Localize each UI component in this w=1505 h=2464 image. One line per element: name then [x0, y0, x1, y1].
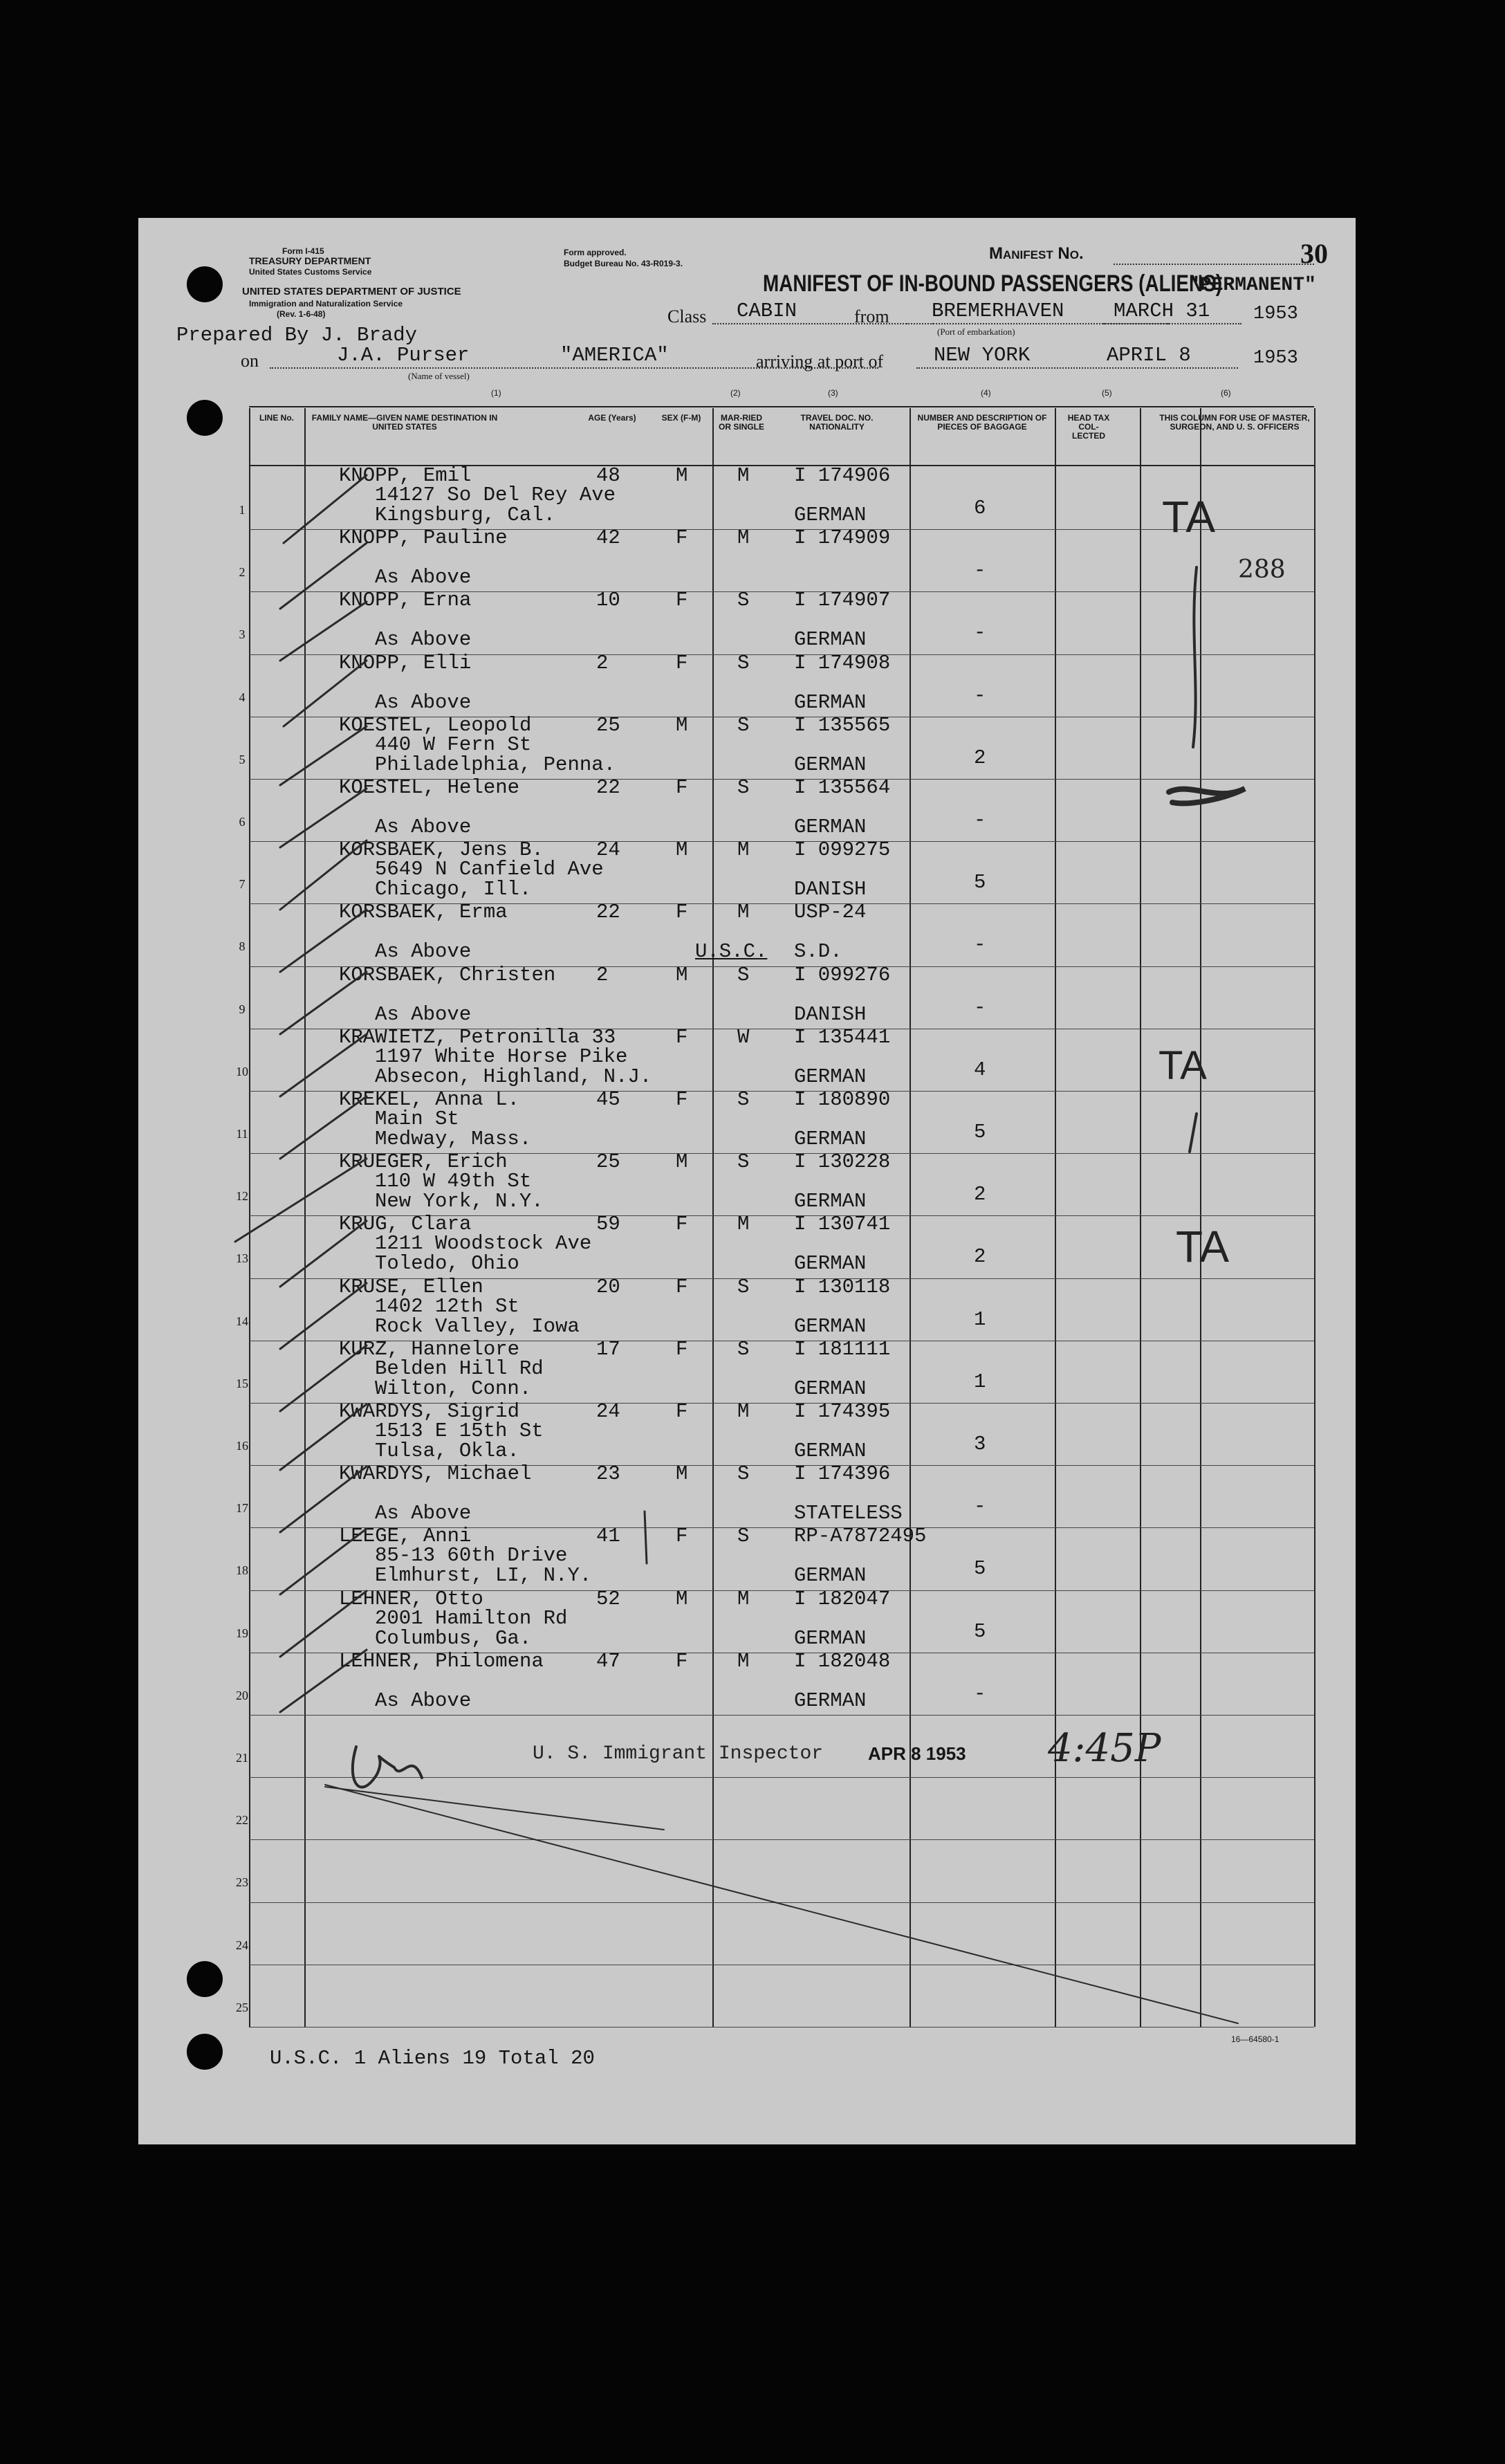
row-line-number: 15 [236, 1376, 248, 1390]
departure-date: MARCH 31 [1114, 300, 1210, 322]
passenger-age: 24 [596, 838, 620, 862]
arriving-label: arriving at port of [756, 351, 884, 371]
travel-doc-number: I 174396 [794, 1462, 891, 1486]
nationality: GERMAN [794, 1190, 867, 1213]
annotation-ta-2: TA [1158, 1043, 1207, 1088]
travel-doc-number: I 099275 [794, 838, 891, 862]
row-divider [249, 1839, 1314, 1840]
nationality: S.D. [794, 940, 842, 964]
on-label: on [241, 351, 259, 371]
col-header-line-no: LINE No. [259, 413, 294, 423]
passenger-sex: M [676, 1462, 688, 1486]
row-line-number: 21 [236, 1751, 248, 1765]
travel-doc-number: I 130118 [794, 1275, 891, 1298]
row-divider [249, 1902, 1314, 1903]
passenger-age: 47 [596, 1649, 620, 1673]
nationality: GERMAN [794, 1689, 867, 1712]
travel-doc-number: I 174395 [794, 1400, 891, 1423]
passenger-name: KWARDYS, Michael [339, 1462, 532, 1486]
travel-doc-number: I 135441 [794, 1025, 891, 1049]
destination-street: 5649 N Canfield Ave [375, 858, 604, 881]
nationality: GERMAN [794, 628, 867, 652]
row-line-number: 6 [239, 815, 246, 829]
marital-status: S [737, 651, 750, 674]
destination-city: Kingsburg, Cal. [375, 504, 556, 526]
passenger-name: KOESTEL, Helene [339, 776, 520, 799]
marital-status: M [737, 1213, 750, 1236]
col-header-head-tax: HEAD TAX COL-LECTED [1067, 413, 1110, 441]
travel-doc-number: I 135564 [794, 776, 891, 799]
travel-doc-number: I 099276 [794, 963, 891, 986]
col-header-travel-doc: TRAVEL DOC. NO. NATIONALITY [800, 413, 874, 432]
travel-doc-number: I 181111 [794, 1337, 891, 1361]
baggage-count: - [974, 809, 986, 831]
marital-status: S [737, 776, 750, 799]
baggage-count: 3 [974, 1433, 986, 1455]
baggage-count: 2 [974, 1245, 986, 1269]
destination-city: As Above [375, 690, 472, 714]
marital-status: S [737, 1275, 750, 1298]
travel-doc-number: I 182047 [794, 1587, 891, 1610]
binder-hole-1 [187, 266, 223, 302]
nationality: GERMAN [794, 753, 867, 776]
inspection-time: 4:45P [1048, 1726, 1161, 1771]
col-num-4: (4) [981, 388, 991, 398]
col-header-baggage: NUMBER AND DESCRIPTION OF PIECES OF BAGGAGE [917, 413, 1047, 432]
nationality: STATELESS [794, 1502, 903, 1525]
passenger-age: 25 [596, 713, 620, 737]
binder-hole-3 [187, 1961, 223, 1997]
row-line-number: 19 [236, 1626, 248, 1640]
baggage-count: 5 [974, 1121, 986, 1143]
arrival-year: 1953 [1253, 348, 1298, 369]
passenger-name: KORSBAEK, Erma [339, 901, 508, 924]
marital-status: M [737, 464, 750, 487]
passenger-name: KRAWIETZ, Petronilla 33 [339, 1025, 616, 1049]
manifest-no-label: Manifest No. [989, 244, 1084, 263]
passenger-age: 52 [596, 1587, 620, 1610]
marital-status: S [737, 1150, 750, 1174]
passenger-name: KRUG, Clara [339, 1213, 472, 1236]
passenger-age: 20 [596, 1275, 620, 1298]
class-label: Class [667, 306, 707, 327]
destination-city: As Above [375, 1689, 472, 1712]
marital-status: M [737, 901, 750, 924]
baggage-count: 1 [974, 1370, 986, 1393]
nationality: GERMAN [794, 1065, 867, 1088]
purser: J.A. Purser [337, 344, 470, 367]
baggage-count: - [974, 621, 986, 645]
travel-doc-number: RP-A7872495 [794, 1525, 927, 1548]
nationality: GERMAN [794, 1626, 867, 1650]
passenger-name: KORSBAEK, Christen [339, 963, 556, 986]
destination-city: As Above [375, 1502, 472, 1525]
passenger-name: KORSBAEK, Jens B. [339, 838, 544, 862]
prepared-by: Prepared By J. Brady [176, 324, 418, 347]
marital-status: S [737, 1337, 750, 1361]
passenger-sex: F [676, 1025, 688, 1049]
destination-street: Main St [375, 1107, 459, 1130]
destination-street: 1197 White Horse Pike [375, 1045, 628, 1068]
marital-status: M [737, 526, 750, 550]
passenger-name: KOESTEL, Leopold [339, 713, 532, 737]
destination-city: Wilton, Conn. [375, 1377, 532, 1400]
destination-city: Tulsa, Okla. [375, 1440, 519, 1462]
passenger-sex: M [676, 838, 688, 862]
passenger-sex: F [676, 1649, 688, 1673]
destination-street: 2001 Hamilton Rd [375, 1606, 568, 1630]
row-line-number: 8 [239, 939, 246, 954]
passenger-age: 24 [596, 1400, 620, 1423]
ins-service: Immigration and Naturalization Service [249, 299, 403, 309]
col-header-sex: SEX (F-M) [661, 413, 701, 423]
col-num-6: (6) [1221, 388, 1231, 398]
travel-doc-number: I 130741 [794, 1213, 891, 1236]
col-num-5: (5) [1102, 388, 1112, 398]
port-of-embarkation: BREMERHAVEN [932, 300, 1064, 322]
row-line-number: 17 [236, 1501, 248, 1516]
row-divider [249, 1777, 1314, 1778]
passenger-sex: F [676, 1400, 688, 1423]
passenger-age: 22 [596, 901, 620, 924]
destination-city: As Above [375, 1002, 472, 1026]
destination-street: 1211 Woodstock Ave [375, 1232, 592, 1256]
inspector-stamp: U. S. Immigrant Inspector [533, 1743, 824, 1765]
passenger-age: 25 [596, 1150, 620, 1174]
passenger-sex: M [676, 963, 688, 986]
row-line-number: 13 [236, 1251, 248, 1266]
passenger-age: 2 [596, 651, 609, 674]
form-number: Form I-415 [282, 246, 324, 256]
inspector-stamp-date: APR 8 1953 [868, 1743, 966, 1764]
travel-doc-number: I 174907 [794, 589, 891, 612]
nationality: GERMAN [794, 1440, 867, 1462]
row-line-number: 1 [239, 503, 246, 517]
passenger-age: 10 [596, 589, 620, 612]
marital-status: S [737, 589, 750, 612]
passenger-sex: F [676, 1525, 688, 1548]
passenger-name: KNOPP, Pauline [339, 526, 508, 550]
treasury-dept: TREASURY DEPARTMENT [249, 255, 371, 266]
marital-status: M [737, 838, 750, 862]
destination-street: Belden Hill Rd [375, 1357, 544, 1380]
passenger-age: 42 [596, 526, 620, 550]
passenger-name: LEEGE, Anni [339, 1525, 472, 1548]
passenger-age: 41 [596, 1525, 620, 1548]
passenger-sex: F [676, 651, 688, 674]
col-header-married: MAR-RIED OR SINGLE [718, 413, 764, 432]
travel-doc-number: I 174909 [794, 526, 891, 550]
row-line-number: 5 [239, 752, 246, 766]
binder-hole-2 [187, 400, 223, 436]
travel-doc-number: I 182048 [794, 1649, 891, 1673]
baggage-count: - [974, 1682, 986, 1705]
baggage-count: 2 [974, 1183, 986, 1206]
row-line-number: 18 [236, 1563, 248, 1578]
travel-doc-number: I 180890 [794, 1088, 891, 1111]
destination-city: As Above [375, 816, 472, 838]
form-revision: (Rev. 1-6-48) [277, 309, 326, 319]
baggage-count: - [974, 559, 986, 582]
passenger-name: KREKEL, Anna L. [339, 1088, 520, 1111]
passenger-name: KRUEGER, Erich [339, 1150, 508, 1174]
marital-status: S [737, 1525, 750, 1548]
destination-city: Columbus, Ga. [375, 1626, 532, 1650]
passenger-age: 48 [596, 464, 620, 487]
travel-doc-number: I 174908 [794, 651, 891, 674]
from-label: from [854, 306, 889, 327]
col-header-name: FAMILY NAME—GIVEN NAME DESTINATION IN UNITED STATES [311, 413, 498, 432]
customs-service: United States Customs Service [249, 267, 372, 277]
binder-hole-4 [187, 2034, 223, 2070]
baggage-count: - [974, 995, 986, 1019]
row-divider [249, 1715, 1314, 1716]
nationality: GERMAN [794, 1564, 867, 1588]
marital-status: S [737, 1462, 750, 1486]
row-line-number: 23 [236, 1875, 248, 1890]
destination-street: 440 W Fern St [375, 733, 532, 756]
row-divider [249, 2027, 1314, 2028]
row-line-number: 2 [239, 565, 246, 580]
destination-city: New York, N.Y. [375, 1190, 544, 1213]
col-num-3: (3) [828, 388, 838, 398]
row-line-number: 20 [236, 1688, 248, 1702]
marital-status: S [737, 713, 750, 737]
destination-city: Elmhurst, LI, N.Y. [375, 1564, 592, 1588]
passenger-sex: F [676, 589, 688, 612]
destination-city: As Above [375, 566, 472, 589]
baggage-count: - [974, 933, 986, 957]
nationality: GERMAN [794, 1377, 867, 1400]
baggage-count: 5 [974, 1619, 986, 1643]
nationality: GERMAN [794, 1128, 867, 1150]
passenger-sex: F [676, 901, 688, 924]
passenger-age: 59 [596, 1213, 620, 1236]
arrival-date: APRIL 8 [1107, 344, 1191, 367]
annotation-ta-3: TA [1176, 1222, 1230, 1271]
budget-bureau: Budget Bureau No. 43-R019-3. [564, 259, 683, 268]
destination-city: Absecon, Highland, N.J. [375, 1065, 652, 1088]
col-num-2: (2) [730, 388, 741, 398]
destination-street: 110 W 49th St [375, 1170, 532, 1193]
passenger-name: KURZ, Hannelore [339, 1337, 520, 1361]
passenger-name: LEHNER, Otto [339, 1587, 483, 1610]
nationality: GERMAN [794, 504, 867, 526]
passenger-name: KNOPP, Elli [339, 651, 472, 674]
class-value: CABIN [737, 300, 797, 322]
passenger-sex: F [676, 1213, 688, 1236]
passenger-sex: M [676, 713, 688, 737]
departure-year: 1953 [1253, 304, 1298, 324]
passenger-sex: F [676, 526, 688, 550]
passenger-name: LEHNER, Philomena [339, 1649, 544, 1673]
row-line-number: 16 [236, 1439, 248, 1453]
col-num-1: (1) [491, 388, 501, 398]
manifest-number: 30 [1300, 238, 1328, 269]
form-approved: Form approved. [564, 248, 627, 257]
col-header-officers: THIS COLUMN FOR USE OF MASTER, SURGEON, AND U. S. OFFICERS [1159, 413, 1310, 432]
marital-status: M [737, 1649, 750, 1673]
passenger-name: KNOPP, Emil [339, 464, 472, 487]
destination-street: 1402 12th St [375, 1294, 519, 1318]
destination-city: Chicago, Ill. [375, 878, 532, 901]
row-line-number: 22 [236, 1813, 248, 1828]
footer-code: 16—64580-1 [1231, 2034, 1280, 2044]
passenger-name: KWARDYS, Sigrid [339, 1400, 520, 1423]
destination-city: Rock Valley, Iowa [375, 1314, 580, 1338]
col-header-age: AGE (Years) [588, 413, 636, 423]
justice-dept: UNITED STATES DEPARTMENT OF JUSTICE [242, 286, 461, 297]
nationality: DANISH [794, 1002, 867, 1026]
manifest-page [138, 218, 1356, 2144]
passenger-sex: F [676, 1088, 688, 1111]
nationality: GERMAN [794, 816, 867, 838]
row-line-number: 4 [239, 690, 246, 704]
manifest-title: MANIFEST OF IN-BOUND PASSENGERS (ALIENS) [763, 270, 1222, 297]
passenger-name: KRUSE, Ellen [339, 1275, 483, 1298]
baggage-count: 2 [974, 746, 986, 769]
annotation-ta-1: TA [1162, 492, 1216, 542]
baggage-count: 5 [974, 1557, 986, 1581]
travel-doc-number: I 130228 [794, 1150, 891, 1174]
baggage-count: 6 [974, 497, 986, 520]
port-embark-label: (Port of embarkation) [937, 327, 1015, 337]
travel-doc-number: I 174906 [794, 464, 891, 487]
destination-city: Philadelphia, Penna. [375, 753, 616, 776]
destination-city: As Above [375, 628, 472, 652]
passenger-age: 22 [596, 776, 620, 799]
destination-city: As Above [375, 940, 472, 964]
row-line-number: 12 [236, 1189, 248, 1204]
row-line-number: 24 [236, 1938, 248, 1952]
baggage-count: 5 [974, 871, 986, 894]
marital-status: M [737, 1400, 750, 1423]
passenger-sex: M [676, 1150, 688, 1174]
nationality: GERMAN [794, 1314, 867, 1338]
row-line-number: 3 [239, 627, 246, 642]
usc-marker: U.S.C. [695, 940, 768, 964]
vessel-label: (Name of vessel) [408, 371, 470, 381]
passenger-sex: F [676, 1275, 688, 1298]
vessel-name: "AMERICA" [560, 344, 669, 367]
row-line-number: 9 [239, 1002, 246, 1016]
passenger-age: 45 [596, 1088, 620, 1111]
baggage-count: 4 [974, 1058, 986, 1081]
destination-street: 14127 So Del Rey Ave [375, 484, 616, 506]
row-line-number: 11 [236, 1127, 248, 1141]
row-line-number: 7 [239, 877, 246, 892]
passenger-sex: F [676, 776, 688, 799]
travel-doc-number: USP-24 [794, 901, 867, 924]
passenger-age: 23 [596, 1462, 620, 1486]
travel-doc-number: I 135565 [794, 713, 891, 737]
annotation-288: 288 [1238, 555, 1286, 584]
passenger-totals: U.S.C. 1 Aliens 19 Total 20 [270, 2047, 595, 2070]
destination-street: 1513 E 15th St [375, 1419, 544, 1442]
arrival-port: NEW YORK [934, 344, 1031, 367]
row-line-number: 25 [236, 2000, 248, 2014]
baggage-count: 1 [974, 1307, 986, 1331]
permanent-label: "PERMANENT" [1188, 275, 1316, 296]
baggage-count: - [974, 1495, 986, 1518]
destination-city: Toledo, Ohio [375, 1252, 519, 1276]
destination-street: 85-13 60th Drive [375, 1544, 568, 1567]
destination-city: Medway, Mass. [375, 1128, 532, 1150]
nationality: GERMAN [794, 690, 867, 714]
marital-status: S [737, 963, 750, 986]
marital-status: W [737, 1025, 750, 1049]
passenger-age: 17 [596, 1337, 620, 1361]
marital-status: S [737, 1088, 750, 1111]
nationality: DANISH [794, 878, 867, 901]
passenger-sex: M [676, 1587, 688, 1610]
passenger-sex: F [676, 1337, 688, 1361]
passenger-age: 2 [596, 963, 609, 986]
marital-status: M [737, 1587, 750, 1610]
passenger-name: KNOPP, Erna [339, 589, 472, 612]
row-line-number: 14 [236, 1314, 248, 1328]
baggage-count: - [974, 683, 986, 707]
passenger-sex: M [676, 464, 688, 487]
nationality: GERMAN [794, 1252, 867, 1276]
row-line-number: 10 [236, 1064, 248, 1078]
